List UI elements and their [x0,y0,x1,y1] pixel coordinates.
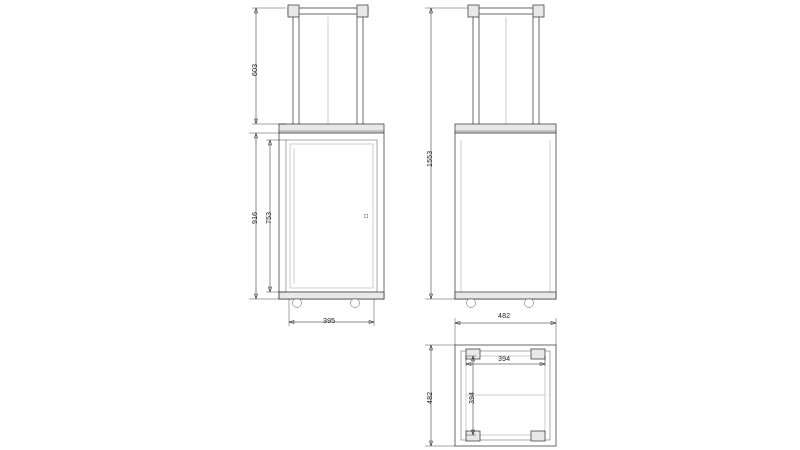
dimension-label-482-top: 482 [498,313,511,320]
dimension-label-394-left: 394 [469,391,476,404]
dimension-label-1553: 1553 [427,150,434,167]
dimension-label-916: 916 [252,211,259,224]
front-elevation-group [249,5,384,326]
dimension-label-482-left: 482 [427,391,434,404]
top-plan-group [425,318,556,446]
dimension-label-603: 603 [252,63,259,76]
dimension-label-394-top: 394 [498,356,511,363]
dimension-label-753: 753 [266,211,273,224]
dimension-label-395: 395 [323,318,336,325]
side-elevation-group [425,5,556,308]
